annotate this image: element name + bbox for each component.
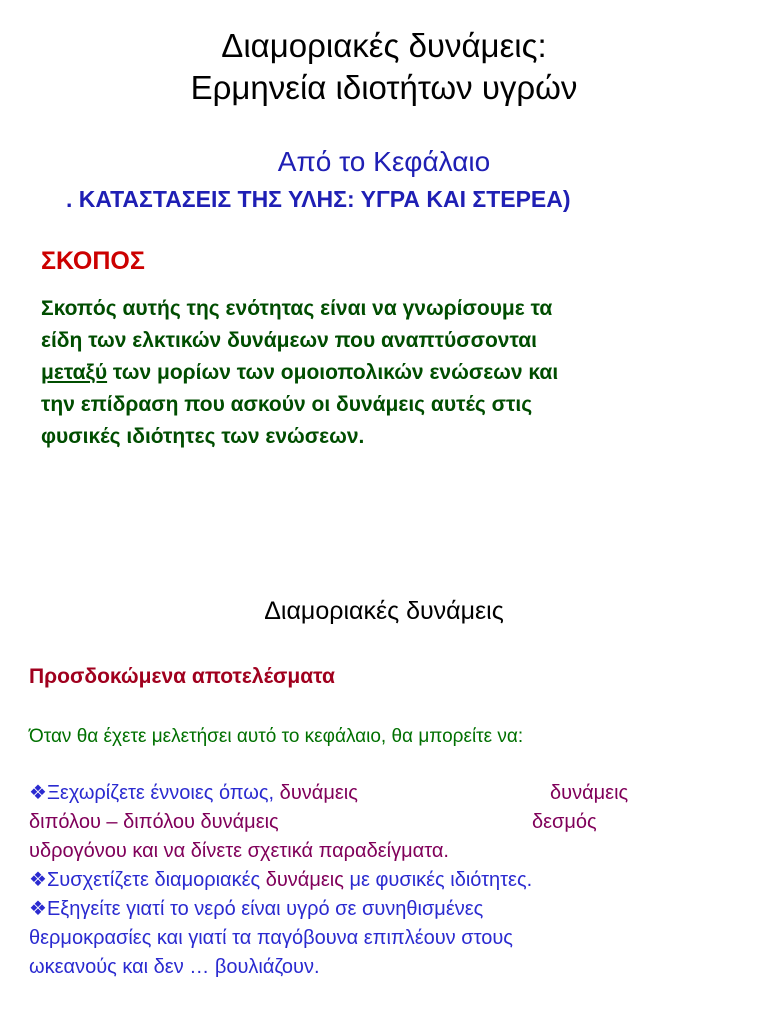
bullet-3-line-1 [29, 895, 483, 924]
skopos-line-3-rest: των μορίων των ομοιοπολικών ενώσεων και [107, 361, 559, 384]
skopos-line-3 [41, 357, 558, 389]
bullet-1-text-b: δυνάμεις [274, 782, 358, 804]
page-title-line1: Διαμοριακές δυνάμεις: [221, 27, 547, 64]
skopos-line-4: την επίδραση που ασκούν οι δυνάμεις αυτές στις [41, 393, 533, 416]
bullet-1-text-a: Ξεχωρίζετε έννοιες όπως, [46, 782, 275, 804]
bullet-diamond-icon: ❖ [29, 782, 47, 804]
chapter-subtitle: . ΚΑΤΑΣΤΑΣΕΙΣ ΤΗΣ ΥΛΗΣ: ΥΓΡΑ ΚΑΙ ΣΤΕΡΕΑ) [66, 186, 571, 212]
bullet-diamond-icon: ❖ [29, 898, 47, 920]
bullet-1-text-d: διπόλου – διπόλου δυνάμεις [29, 811, 279, 833]
skopos-underlined-word: μεταξύ [41, 361, 108, 384]
section-title: Διαμοριακές δυνάμεις [264, 597, 504, 625]
bullet-3-line-3: ωκεανούς και δεν … βουλιάζουν. [29, 956, 320, 978]
skopos-paragraph [41, 293, 558, 453]
bullet-diamond-icon: ❖ [29, 869, 47, 891]
page-title-line2: Ερμηνεία ιδιοτήτων υγρών [190, 69, 578, 106]
skopos-heading: ΣΚΟΠΟΣ [41, 247, 145, 275]
bullet-2-text-b: δυνάμεις [260, 869, 344, 891]
bullet-1-text-e: δεσμός [532, 811, 597, 833]
skopos-line-2: είδη των ελκτικών δυνάμεων που αναπτύσσονται [41, 329, 538, 352]
bullet-3-line-2: θερμοκρασίες και γιατί τα παγόβουνα επιπλέουν στους [29, 927, 513, 949]
outcomes-heading: Προσδοκώμενα αποτελέσματα [29, 665, 335, 688]
bullet-1-line-1 [29, 779, 358, 808]
bullet-2 [29, 866, 532, 895]
skopos-line-5: φυσικές ιδιότητες των ενώσεων. [41, 425, 365, 448]
bullet-1-text-g: και να δίνετε σχετικά παραδείγματα. [126, 840, 449, 862]
bullet-2-text-c: με φυσικές ιδιότητες. [343, 869, 533, 891]
bullet-1-line-3 [29, 837, 449, 866]
bullet-2-text-a: Συσχετίζετε διαμοριακές [46, 869, 261, 891]
skopos-line-1: Σκοπός αυτής της ενότητας είναι να γνωρίσουμε τα [41, 297, 553, 320]
outcomes-intro: Όταν θα έχετε μελετήσει αυτό το κεφάλαιο, θα μπορείτε να: [29, 726, 524, 747]
bullet-1-text-c: δυνάμεις [550, 782, 629, 804]
bullet-3-text-1: Εξηγείτε γιατί το νερό είναι υγρό σε συνηθισμένες [46, 898, 484, 920]
bullet-1-text-f: υδρογόνου [29, 840, 127, 862]
chapter-label: Από το Κεφάλαιο [277, 146, 491, 177]
